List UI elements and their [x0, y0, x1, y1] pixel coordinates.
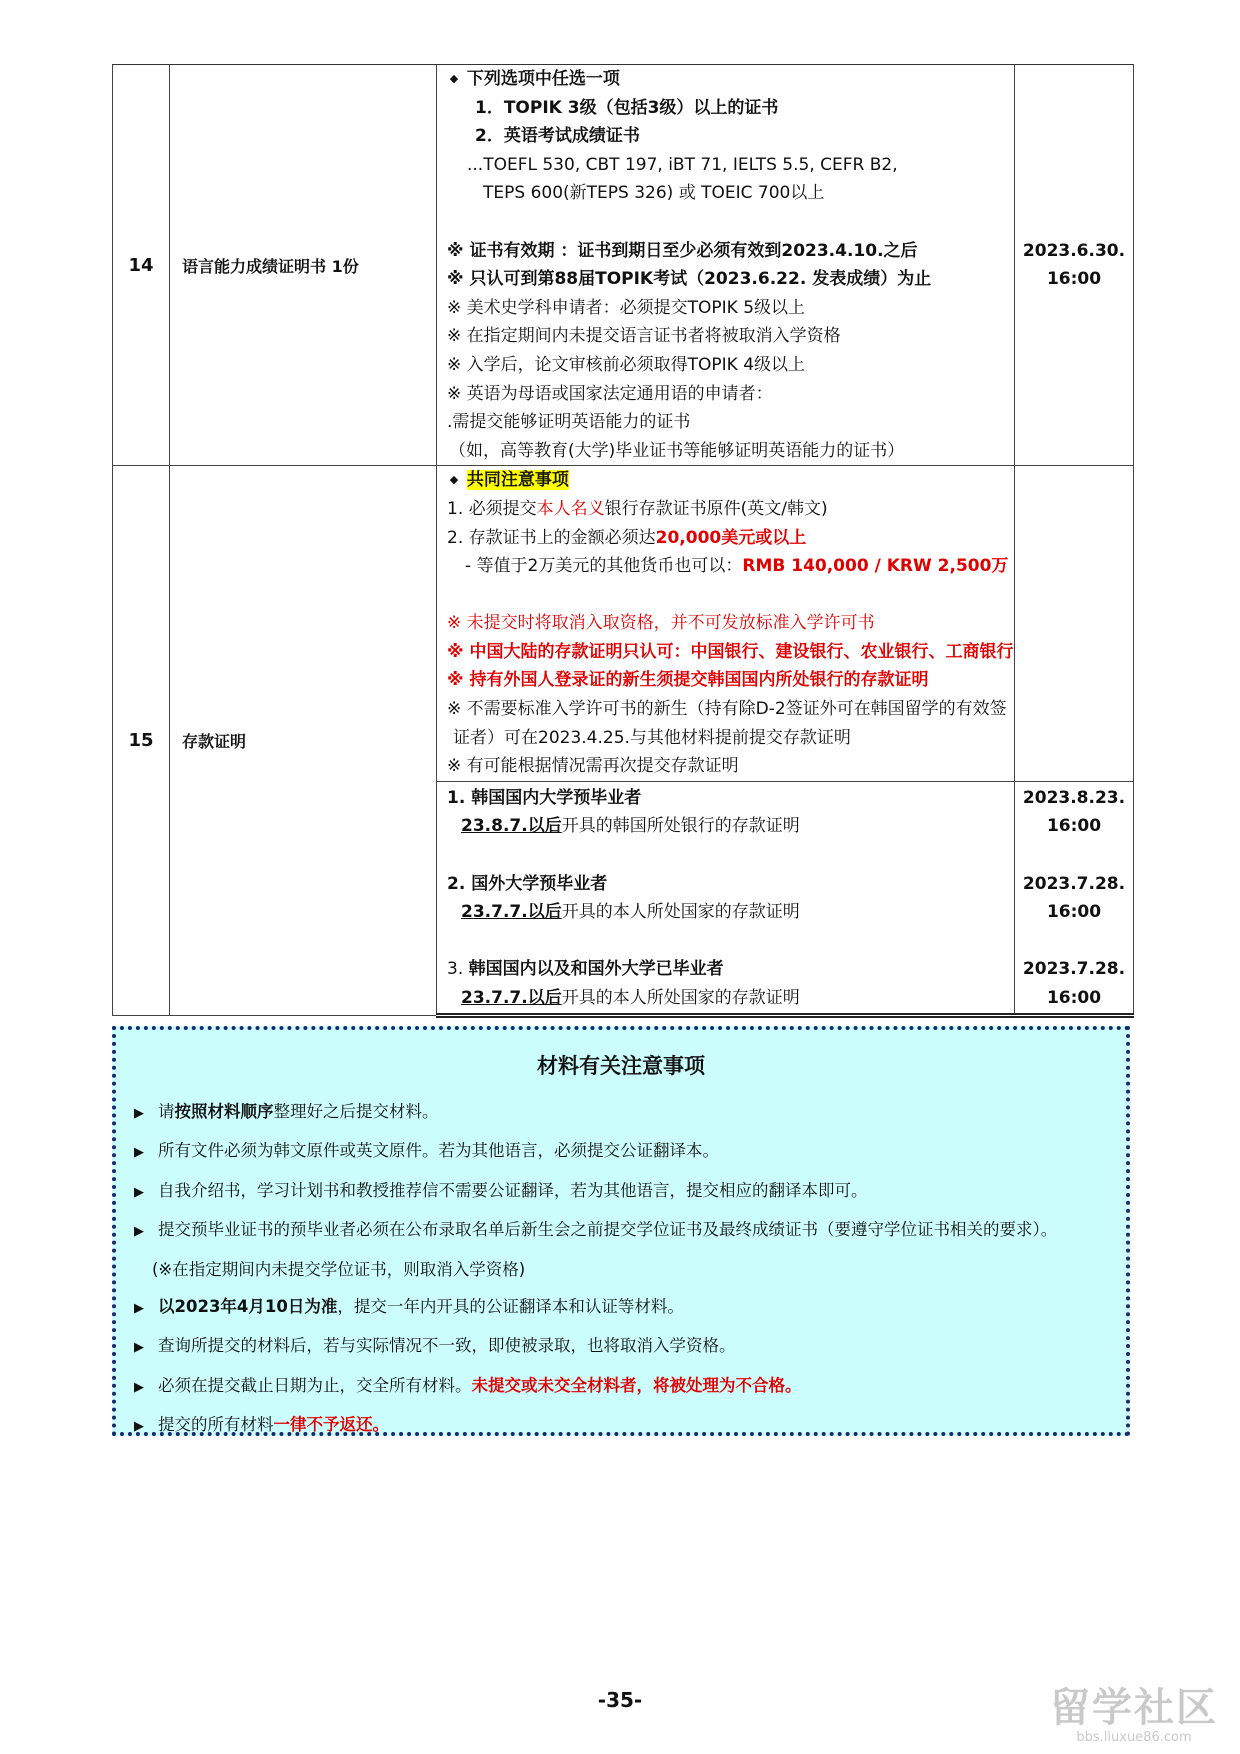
triangle-bullet-icon: ▶ [134, 1184, 144, 1200]
watermark-logo: 留学社区 [1050, 1685, 1218, 1731]
note-arc-holders: ※ 持有外国人登录证的新生须提交韩国国内所处银行的存款证明 [447, 670, 929, 691]
triangle-bullet-icon: ▶ [134, 1224, 144, 1240]
note-english-native-3: （如，高等教育(大学)毕业证书等能够证明英语能力的证书） [449, 440, 905, 461]
note-cancel: ※ 在指定期间内未提交语言证书者将被取消入学资格 [447, 326, 841, 347]
notes-box [112, 1026, 1130, 1436]
common-item-1: 1. 必须提交本人名义银行存款证书原件(英文/韩文) [447, 498, 828, 519]
note-english-native: ※ 英语为母语或国家法定通用语的申请者： [447, 383, 773, 404]
note-resubmit: ※ 有可能根据情况需再次提交存款证明 [447, 756, 739, 777]
watermark-url: bbs.liuxue86.com [1076, 1730, 1192, 1745]
row-number: 15 [113, 466, 170, 1015]
document-name: 存款证明 [170, 466, 437, 1015]
notes-list [134, 1093, 1124, 1446]
notes-title: 材料有关注意事项 [537, 1054, 705, 1078]
note-validity: ※ 证书有效期 ：证书到期日至少必须有效到2023.4.10.之后 [447, 240, 918, 261]
case-2-deadline-time: 16:00 [1046, 902, 1102, 923]
case-2-detail: 23.7.7.以后开具的本人所处国家的存款证明 [461, 902, 800, 923]
requirements-table [112, 64, 1134, 1018]
case-3-deadline-date: 2023.7.28. [1022, 959, 1126, 980]
case-1-detail: 23.8.7.以后开具的韩国所处银行的存款证明 [461, 816, 800, 837]
deadline [1015, 65, 1134, 466]
note-english-native-2: .需提交能够证明英语能力的证书 [447, 412, 691, 433]
row-number: 14 [113, 65, 170, 466]
choose-one-heading: 下列选项中任选一项 [466, 69, 620, 89]
list-item: ▶ 请按照材料顺序整理好之后提交材料。 [134, 1093, 1124, 1132]
own-name-highlight: 本人名义 [536, 498, 605, 519]
case-2-title: 2. 国外大学预毕业者 [447, 873, 608, 894]
note-no-submission: ※ 未提交时将取消入取资格，并不可发放标准入学许可书 [447, 613, 875, 634]
list-item-sub: (※在指定期间内未提交学位证书，则取消入学资格) [152, 1259, 526, 1279]
note-exempt-2: 证者）可在2023.4.25.与其他材料提前提交存款证明 [453, 727, 851, 748]
currency-equivalent: RMB 140,000 / KRW 2,500万 [742, 556, 1009, 577]
case-2-deadline-date: 2023.7.28. [1022, 873, 1126, 894]
diamond-bullet-icon: ◆ [449, 473, 459, 487]
triangle-bullet-icon: ▶ [134, 1145, 144, 1161]
requirement-description [437, 65, 1015, 466]
page-number: -35- [597, 1688, 643, 1712]
case-3-title: 3. 韩国国内以及和国外大学已毕业者 [447, 959, 724, 980]
note-art-history: ※ 美术史学科申请者：必须提交TOPIK 5级以上 [447, 297, 806, 318]
diamond-bullet-icon: ◆ [449, 72, 459, 85]
deadline-empty [1015, 466, 1134, 782]
case-1-deadline-time: 16:00 [1046, 816, 1102, 837]
note-exempt-1: ※ 不需要标准入学许可书的新生（持有除D-2签证外可在韩国留学的有效签 [447, 699, 1007, 720]
case-1-deadline-date: 2023.8.23. [1022, 787, 1126, 808]
common-item-2-sub: - 等值于2万美元的其他货币也可以：RMB 140,000 / KRW 2,500万 [465, 556, 1009, 577]
triangle-bullet-icon: ▶ [134, 1379, 144, 1395]
list-item: ▶ 以2023年4月10日为准，提交一年内开具的公证翻译本和认证等材料。 [134, 1288, 1124, 1327]
common-notes-title: 共同注意事项 [466, 470, 569, 491]
note-china-banks: ※ 中国大陆的存款证明只认可：中国银行、建设银行、农业银行、工商银行 [447, 641, 1014, 662]
graduate-cases [437, 781, 1015, 1015]
case-deadlines [1015, 781, 1134, 1015]
list-item: ▶ 查询所提交的材料后，若与实际情况不一致，即使被录取，也将取消入学资格。 [134, 1327, 1124, 1366]
triangle-bullet-icon: ▶ [134, 1106, 144, 1121]
list-item: ▶ 所有文件必须为韩文原件或英文原件。若为其他语言，必须提交公证翻译本。 [134, 1132, 1124, 1171]
case-3-deadline-time: 16:00 [1046, 988, 1102, 1008]
case-3-detail: 23.7.7.以后开具的本人所处国家的存款证明 [461, 988, 800, 1008]
option-english: 2．英语考试成绩证书 [475, 126, 640, 147]
english-scores-line-2: TEPS 600(新TEPS 326) 或 TOEIC 700以上 [483, 183, 825, 204]
note-topik-88: ※ 只认可到第88届TOPIK考试（2023.6.22. 发表成绩）为止 [447, 269, 932, 290]
watermark [1050, 1686, 1218, 1746]
triangle-bullet-icon: ▶ [134, 1340, 144, 1356]
english-scores-line-1: ...TOEFL 530, CBT 197, iBT 71, IELTS 5.5, CEFR B2, [467, 154, 898, 175]
common-notes [437, 466, 1015, 782]
list-item: ▶ 提交的所有材料一律不予返还。 [134, 1406, 1124, 1445]
list-item: ▶ 提交预毕业证书的预毕业者必须在公布录取名单后新生会之前提交学位证书及最终成绩证书（要遵守学位证书相关的要求）。 [134, 1211, 1124, 1250]
case-1-title: 1. 韩国国内大学预毕业者 [447, 787, 642, 808]
note-thesis: ※ 入学后，论文审核前必须取得TOPIK 4级以上 [447, 354, 806, 375]
deadline-date: 2023.6.30. [1022, 241, 1126, 262]
list-item: ▶ 必须在提交截止日期为止，交全所有材料。未提交或未交全材料者，将被处理为不合格。 [134, 1367, 1124, 1406]
list-item: ▶ 自我介绍书，学习计划书和教授推荐信不需要公证翻译，若为其他语言，提交相应的翻译本即可。 [134, 1172, 1124, 1211]
table-row [113, 466, 1134, 782]
triangle-bullet-icon: ▶ [134, 1301, 144, 1317]
document-name: 语言能力成绩证明书 1份 [170, 65, 437, 466]
common-item-2: 2. 存款证书上的金额必须达20,000美元或以上 [447, 527, 807, 548]
table-row [113, 65, 1134, 466]
triangle-bullet-icon: ▶ [134, 1419, 144, 1435]
deadline-time: 16:00 [1046, 269, 1102, 290]
amount-highlight: 20,000美元或以上 [655, 527, 807, 548]
option-topik: 1．TOPIK 3级（包括3级）以上的证书 [475, 97, 779, 118]
